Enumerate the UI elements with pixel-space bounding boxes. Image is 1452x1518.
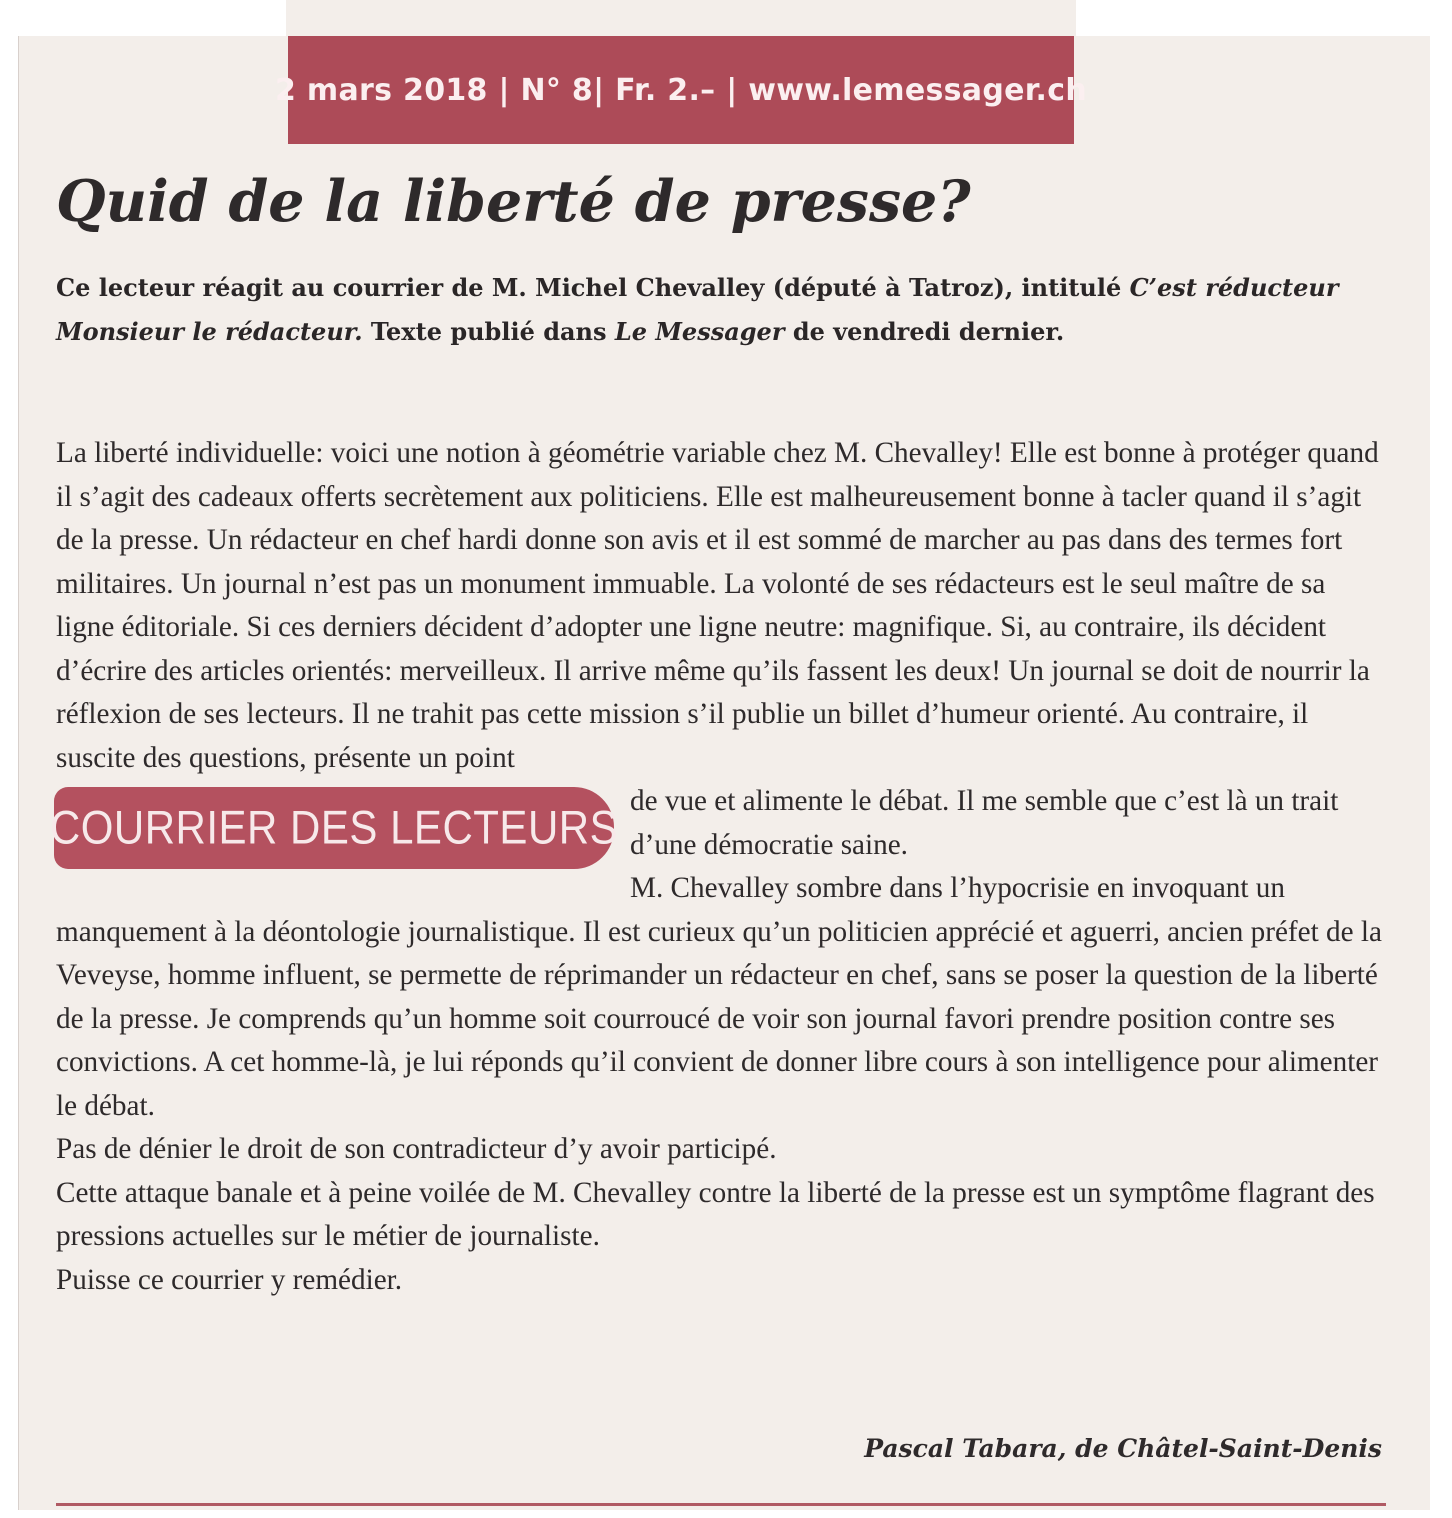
bottom-rule	[56, 1503, 1386, 1506]
paragraph-4: Cette attaque banale et à peine voilée de M. Chevalley contre la liberté de la presse est un symptôme flagrant des pressions actuelles sur le métier de journaliste.	[56, 1176, 1375, 1252]
paragraph-1b: de vue et alimente le débat. Il me semble que c’est là un trait d’une démocratie saine.	[630, 785, 1339, 861]
paragraph-2: M. Chevalley sombre dans l’hypocrisie en invoquant un manquement à la déontologie journalistique. Il est curieux qu’un politicien apprécié et aguerri, ancien préfet de la Veveyse, homme influent, se permette de réprimander un rédacteur en chef, sans se poser la question de la liberté de la presse. Je comprends qu’un homme soit courroucé de voir son journal favori prendre position contre ses convictions. A cet homme-là, je lui réponds qu’il convient de donner libre cours à son intelligence pour alimenter le débat.	[56, 872, 1382, 1122]
author-signature: Pascal Tabara, de Châtel-Saint-Denis	[864, 1434, 1382, 1463]
lead-part-1: Ce lecteur réagit au courrier de M. Michel Chevalley (député à Tatroz), intitulé	[56, 273, 1130, 302]
newspaper-name: Le Messager	[614, 317, 785, 346]
issue-price: Fr. 2.–	[615, 72, 716, 108]
issue-banner-text: 2 mars 2018 | N° 8| Fr. 2.– | www.lemessager.ch	[275, 72, 1087, 108]
section-rubric-label: COURRIER DES LECTEURS	[49, 801, 619, 855]
website-link[interactable]: www.lemessager.ch	[748, 72, 1087, 108]
issue-number: N° 8	[520, 72, 594, 108]
quoted-letter-title: C’est réducteur Monsieur le rédacteur.	[56, 273, 1339, 346]
lead-part-3: de vendredi dernier.	[784, 317, 1065, 346]
rubric-wrapper	[49, 787, 630, 895]
lead-part-2: Texte publié dans	[362, 317, 615, 346]
article-lead	[56, 266, 1386, 354]
issue-banner	[275, 36, 1087, 144]
paragraph-3: Pas de dénier le droit de son contradicteur d’y avoir participé.	[56, 1133, 777, 1165]
article-body	[49, 432, 1386, 1302]
issue-date: 2 mars 2018	[275, 72, 488, 108]
article-headline: Quid de la liberté de presse?	[56, 168, 971, 235]
paragraph-5: Puisse ce courrier y remédier.	[56, 1263, 403, 1296]
paragraph-1a: La liberté individuelle: voici une notion à géométrie variable chez M. Chevalley! Elle est bonne à protéger quand il s’agit des cadeaux offerts secrètement aux politiciens. Elle est malheureusement bonne à tacler quand il s’agit de la presse. Un rédacteur en chef hardi donne son avis et il est sommé de marcher au pas dans des termes fort militaires. Un journal n’est pas un monument immuable. La volonté de ses rédacteurs est le seul maître de sa ligne éditoriale. Si ces derniers décident d’adopter une ligne neutre: magnifique. Si, au contraire, ils décident d’écrire des articles orientés: merveilleux. Il arrive même qu’ils fassent les deux! Un journal se doit de nourrir la réflexion de ses lecteurs. Il ne trahit pas cette mission s’il publie un billet d’humeur orienté. Au contraire, il suscite des questions, présente un point	[56, 437, 1379, 774]
section-rubric-badge	[49, 787, 619, 869]
